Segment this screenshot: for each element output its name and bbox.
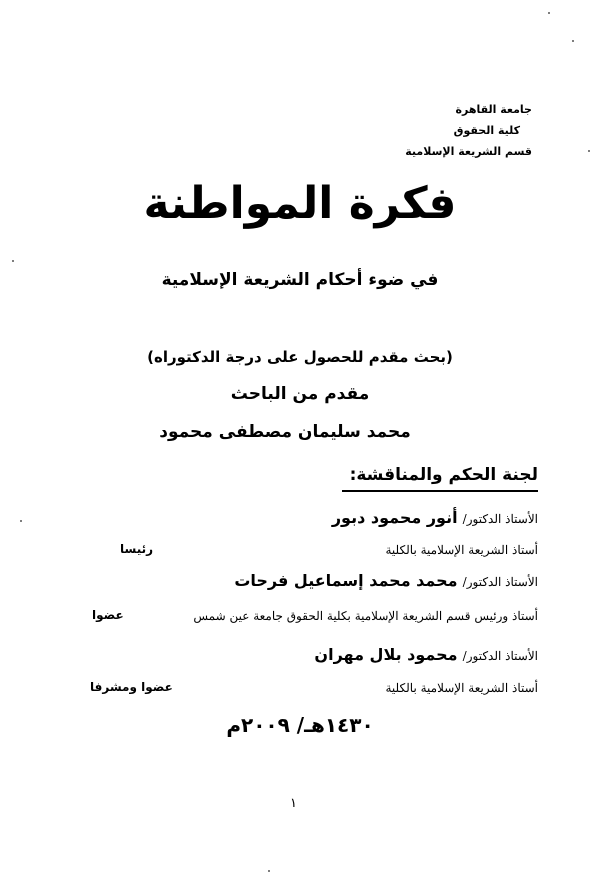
member-affiliation: أستاذ ورئيس قسم الشريعة الإسلامية بكلية الحقوق جامعة عين شمس [193,609,538,623]
scan-speck [548,12,550,14]
department-name: قسم الشريعة الإسلامية [405,145,532,158]
document-date: ١٤٣٠هـ/ ٢٠٠٩م [226,713,374,737]
member-affiliation: أستاذ الشريعة الإسلامية بالكلية [385,543,538,557]
researcher-name: محمد سليمان مصطفى محمود [159,422,411,442]
scan-speck [572,40,574,42]
university-name: جامعة القاهرة [455,103,532,116]
document-title: فكرة المواطنة [143,178,457,229]
member-title: الأستاذ الدكتور/ [462,649,538,663]
member-role: عضوا [92,608,124,622]
page-number: ١ [290,796,297,811]
document-subtitle: في ضوء أحكام الشريعة الإسلامية [161,270,439,290]
presented-by-label: مقدم من الباحث [230,384,370,404]
committee-member-3 [314,645,538,664]
member-name: محمود بلال مهران [314,645,458,664]
member-title: الأستاذ الدكتور/ [462,575,538,589]
member-title: الأستاذ الدكتور/ [462,512,538,526]
scan-speck [588,150,590,152]
committee-member-1 [332,508,538,527]
scan-speck [12,260,14,262]
thesis-note: (بحث مقدم للحصول على درجة الدكتوراه) [147,348,453,366]
faculty-name: كلية الحقوق [453,124,520,137]
member-name: محمد محمد إسماعيل فرحات [234,571,458,590]
scan-speck [20,520,22,522]
committee-heading: لجنة الحكم والمناقشة: [349,465,538,485]
scan-speck [268,870,270,872]
committee-heading-underline [342,490,538,492]
member-affiliation: أستاذ الشريعة الإسلامية بالكلية [385,681,538,695]
member-name: أنور محمود دبور [331,508,458,527]
member-role: رئيسا [120,542,154,556]
member-role: عضوا ومشرفا [90,680,173,694]
committee-member-2 [234,571,538,590]
